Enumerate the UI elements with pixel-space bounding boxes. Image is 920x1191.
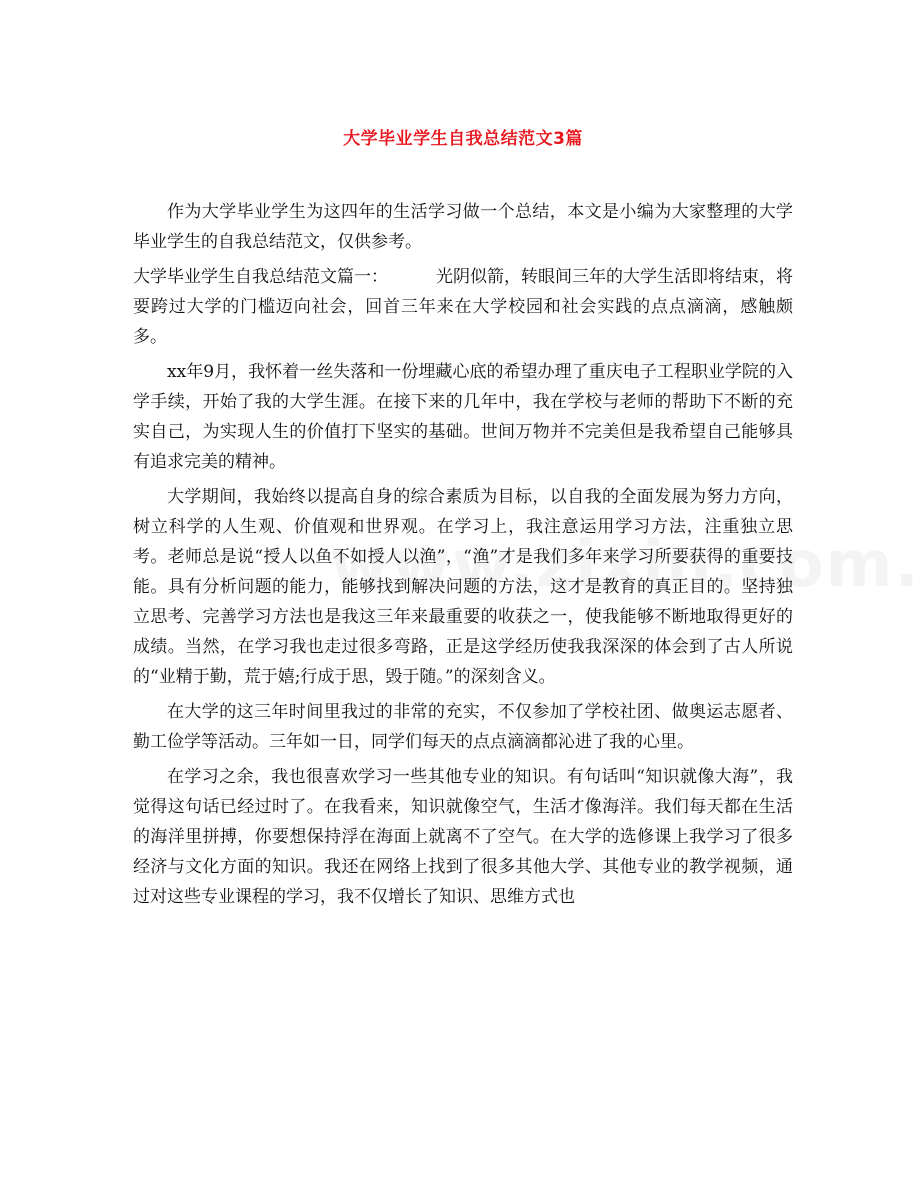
document-title: 大学毕业学生自我总结范文3篇	[343, 129, 583, 149]
paragraph-knowledge: 在学习之余，我也很喜欢学习一些其他专业的知识。有句话叫“知识就像大海”，我觉得这句话已经过时了。在我看来，知识就像空气，生活才像海洋。我们每天都在生活的海洋里拼搏，你要想保持浮在海面上就离不了空气。在大学的选修课上我学习了很多经济与文化方面的知识。我还在网络上找到了很多其他大学、其他专业的教学视频，通过对这些专业课程的学习，我不仅增长了知识、思维方式也	[133, 767, 793, 907]
paragraph-study: 大学期间，我始终以提高自身的综合素质为目标，以自我的全面发展为努力方向，树立科学的人生观、价值观和世界观。在学习上，我注意运用学习方法，注重独立思考。老师总是说“授人以鱼不如授人以渔”，“渔”才是我们多年来学习所要获得的重要技能。具有分析问题的能力，能够找到解决问题的方法，这才是教育的真正目的。坚持独立思考、完善学习方法也是我这三年来最重要的收获之一，使我能够不断地取得更好的成绩。当然，在学习我也走过很多弯路，正是这学经历使我我深深的体会到了古人所说的“业精于勤，荒于嬉;行成于思，毁于随。”的深刻含义。	[133, 487, 793, 687]
intro-paragraph: 作为大学毕业学生为这四年的生活学习做一个总结，本文是小编为大家整理的大学毕业学生的自我总结范文，仅供参考。	[133, 202, 793, 252]
paragraph-enrollment: xx年9月，我怀着一丝失落和一份埋藏心底的希望办理了重庆电子工程职业学院的入学手续，开始了我的大学生涯。在接下来的几年中，我在学校与老师的帮助下不断的充实自己，为实现人生的价值打下坚实的基础。世间万物并不完美但是我希望自己能够具有追求完美的精神。	[133, 362, 793, 472]
paragraph-activities: 在大学的这三年时间里我过的非常的充实，不仅参加了学校社团、做奥运志愿者、勤工俭学等活动。三年如一日，同学们每天的点点滴滴都沁进了我的心里。	[133, 702, 793, 752]
section-one-text: 光阴似箭，转眼间三年的大学生活即将结束，将要跨过大学的门槛迈向社会，回首三年来在大学校园和社会实践的点点滴滴，感触颇多。	[133, 267, 793, 347]
section-heading: 大学毕业学生自我总结范文篇一：	[133, 267, 388, 287]
document-page	[133, 124, 793, 917]
section-one-paragraph	[133, 262, 793, 352]
